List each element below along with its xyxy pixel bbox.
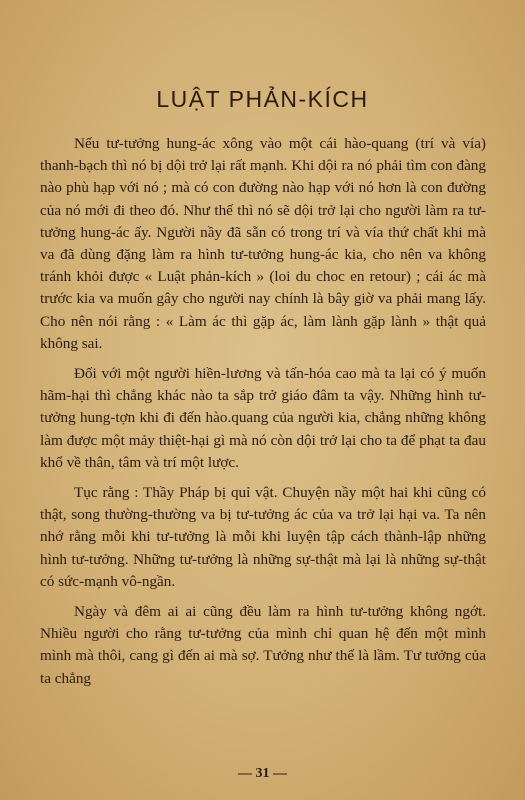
- page-number: — 31 —: [238, 766, 287, 781]
- paragraph-1: Nếu tư-tưởng hung-ác xông vào một cái hào-quang (trí và vía) thanh-bạch thì nó bị dội trở lại rất mạnh. Khi dội ra nó phải tìm con đàng nào phù hạp với nó ; mà có con đường nào hạp với nó hơn là con đường của nó mới đi theo đó. Như thế thì nó sẽ dội trở lại cho người làm ra tư-tưởng hung-ác ấy. Người nầy đã sẵn có trong trí và vía thứ chất khi mà va đã dùng đặng làm ra hình tư-tưởng hung-ác kia, cho nên va không tránh khỏi được « Luật phản-kích » (loi du choc en retour) ; cái ác mà trước kia va muốn gây cho người nay chính là bây giờ va phải mang lấy. Cho nên nói rằng : « Làm ác thì gặp ác, làm lành gặp lành » thật quả không sai.: [40, 135, 486, 352]
- paragraph-2: Đối với một người hiền-lương và tấn-hóa cao mà ta lại có ý muốn hãm-hại thì chẳng khác nào ta sắp trở giáo đâm ta vậy. Những hình tư-tưởng hung-tợn khi đi đến hào.quang của người kia, chẳng những không làm được một mảy thiệt-hại gì mà nó còn dội trở lại cho ta để phạt ta đau khổ về thân, tâm và trí một lược.: [40, 365, 486, 471]
- paragraph-3: Tục rằng : Thầy Pháp bị quỉ vật. Chuyện nầy một hai khi cũng có thật, song thường-thường va bị tư-tưởng ác của va trở lại hại va. Ta nên nhớ rằng mỗi khi tư-tưởng là mỗi khi luyện tập cách thành-lập những hình tư-tưởng. Những tư-tưởng là những sự-thật mà lại là những sự-thật có sức-mạnh vô-ngần.: [40, 484, 486, 590]
- paragraph-4: Ngày và đêm ai ai cũng đều làm ra hình tư-tưởng không ngớt. Nhiều người cho rằng tư-tưởng của mình chỉ quan hệ đến một mình mình mà thôi, cang gì đến ai mà sợ. Tưởng như thế là lầm. Tư tưởng của ta chẳng: [40, 603, 486, 687]
- body-text: [40, 133, 486, 690]
- chapter-title: LUẬT PHẢN-KÍCH: [156, 86, 369, 112]
